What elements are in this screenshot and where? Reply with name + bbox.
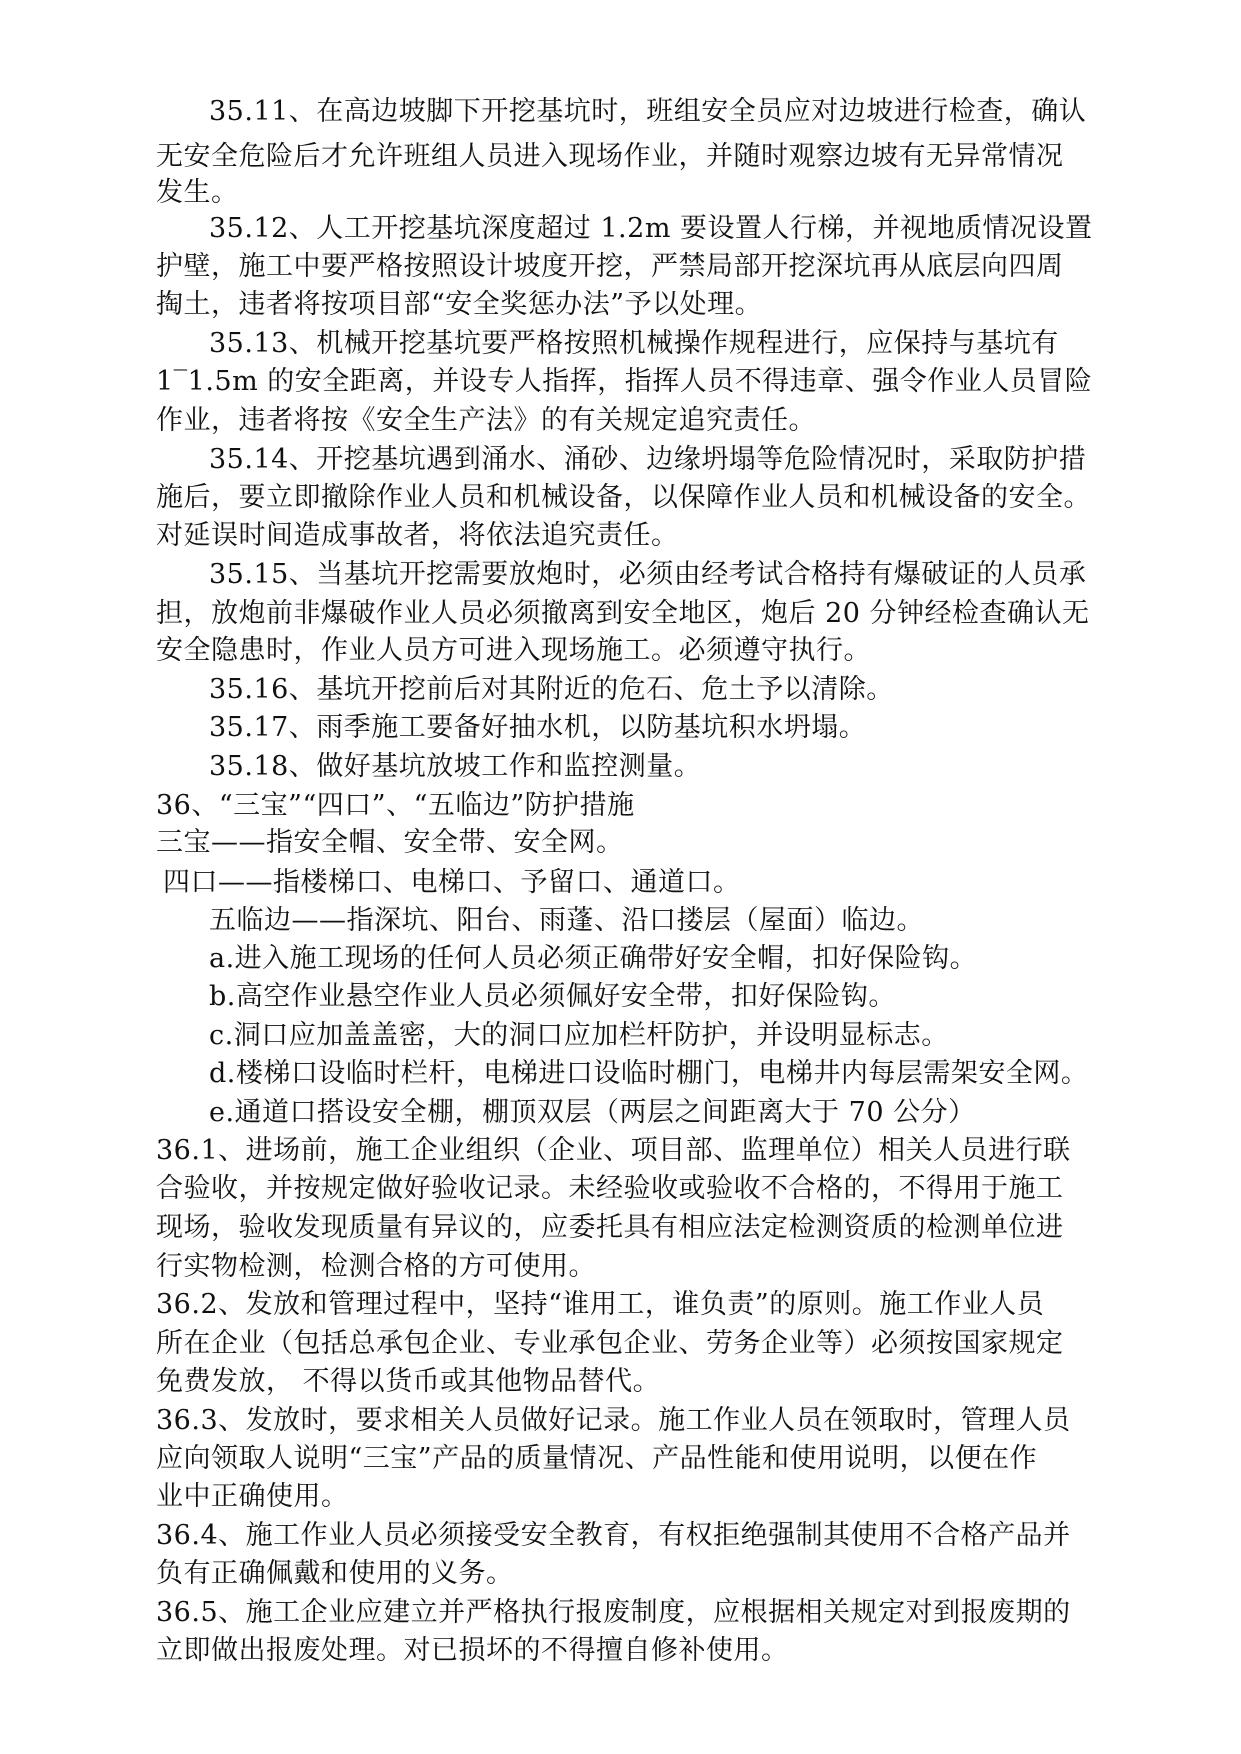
text-line: 所在企业（包括总承包企业、专业承包企业、劳务企业等）必须按国家规定: [156, 1328, 1064, 1359]
text-line: 35.18、做好基坑放坡工作和监控测量。: [209, 751, 702, 782]
text-line: 对延误时间造成事故者，将依法追究责任。: [156, 520, 679, 551]
text-line: 作业，违者将按《安全生产法》的有关规定追究责任。: [156, 405, 816, 436]
text-line: 36.5、施工企业应建立并严格执行报废制度，应根据相关规定对到报废期的: [156, 1597, 1071, 1628]
text-line: 立即做出报废处理。对已损坏的不得擅自修补使用。: [156, 1635, 789, 1666]
text-line: 应向领取人说明“三宝”产品的质量情况、产品性能和使用说明，以便在作: [156, 1443, 1038, 1474]
text-line: 35.11、在高边坡脚下开挖基坑时，班组安全员应对边坡进行检查，确认: [209, 96, 1087, 127]
text-line: 担，放炮前非爆破作业人员必须撤离到安全地区，炮后 20 分钟经检查确认无: [156, 598, 1090, 629]
text-line: 行实物检测，检测合格的方可使用。: [156, 1251, 596, 1282]
text-line: 1‾1.5m 的安全距离，并设专人指挥，指挥人员不得违章、强令作业人员冒险: [156, 366, 1093, 397]
text-line: 掏土，违者将按项目部“安全奖惩办法”予以处理。: [156, 289, 763, 320]
text-line: 36.1、进场前，施工企业组织（企业、项目部、监理单位）相关人员进行联: [156, 1135, 1071, 1166]
text-line: 施后，要立即撤除作业人员和机械设备，以保障作业人员和机械设备的安全。: [156, 482, 1091, 513]
text-line: 合验收，并按规定做好验收记录。未经验收或验收不合格的，不得用于施工: [156, 1173, 1064, 1204]
text-line: 安全隐患时，作业人员方可进入现场施工。必须遵守执行。: [156, 635, 871, 666]
list-item: a.进入施工现场的任何人员必须正确带好安全帽，扣好保险钩。: [209, 943, 978, 974]
text-line: 35.12、人工开挖基坑深度超过 1.2m 要设置人行梯，并视地质情况设置: [209, 213, 1093, 244]
text-line: 无安全危险后才允许班组人员进入现场作业，并随时观察边坡有无异常情况: [156, 141, 1064, 172]
text-line: 36.3、发放时，要求相关人员做好记录。施工作业人员在领取时，管理人员: [156, 1405, 1071, 1436]
text-line: 五临边——指深坑、阳台、雨蓬、沿口搂层（屋面）临边。: [209, 905, 924, 936]
text-line: 35.15、当基坑开挖需要放炮时，必须由经考试合格持有爆破证的人员承: [209, 559, 1087, 590]
text-line: 负有正确佩戴和使用的义务。: [156, 1558, 514, 1589]
text-line: 35.13、机械开挖基坑要严格按照机械操作规程进行，应保持与基坑有: [209, 328, 1059, 359]
text-line: 发生。: [156, 177, 239, 208]
text-line: 35.16、基坑开挖前后对其附近的危石、危土予以清除。: [209, 674, 894, 705]
text-line: 护壁，施工中要严格按照设计坡度开挖，严禁局部开挖深坑再从底层向四周: [156, 251, 1064, 282]
text-line: 业中正确使用。: [156, 1481, 349, 1512]
text-line: 35.17、雨季施工要备好抽水机，以防基坑积水坍塌。: [209, 712, 867, 743]
text-line: 三宝——指安全帽、安全带、安全网。: [156, 827, 624, 858]
text-line: 36.2、发放和管理过程中，坚持“谁用工，谁负责”的原则。施工作业人员: [156, 1289, 1045, 1320]
text-line: 35.14、开挖基坑遇到涌水、涌砂、边缘坍塌等危险情况时，采取防护措: [209, 444, 1087, 475]
text-line: 四口——指楼梯口、电梯口、予留口、通道口。: [163, 867, 741, 898]
list-item: b.高空作业悬空作业人员必须佩好安全带，扣好保险钩。: [209, 981, 896, 1012]
list-item: c.洞口应加盖盖密，大的洞口应加栏杆防护，并设明显标志。: [209, 1020, 949, 1051]
section-heading: 36、“三宝”“四口”、“五临边”防护措施: [156, 790, 635, 821]
text-line: 现场，验收发现质量有异议的，应委托具有相应法定检测资质的检测单位进: [156, 1212, 1064, 1243]
text-line: 36.4、施工作业人员必须接受安全教育，有权拒绝强制其使用不合格产品并: [156, 1520, 1071, 1551]
list-item: e.通道口搭设安全棚，棚顶双层（两层之间距离大于 70 公分）: [209, 1097, 976, 1128]
text-line: 免费发放， 不得以货币或其他物品替代。: [156, 1366, 661, 1397]
list-item: d.楼梯口设临时栏杆，电梯进口设临时棚门，电梯井内每层需架安全网。: [209, 1058, 1089, 1089]
